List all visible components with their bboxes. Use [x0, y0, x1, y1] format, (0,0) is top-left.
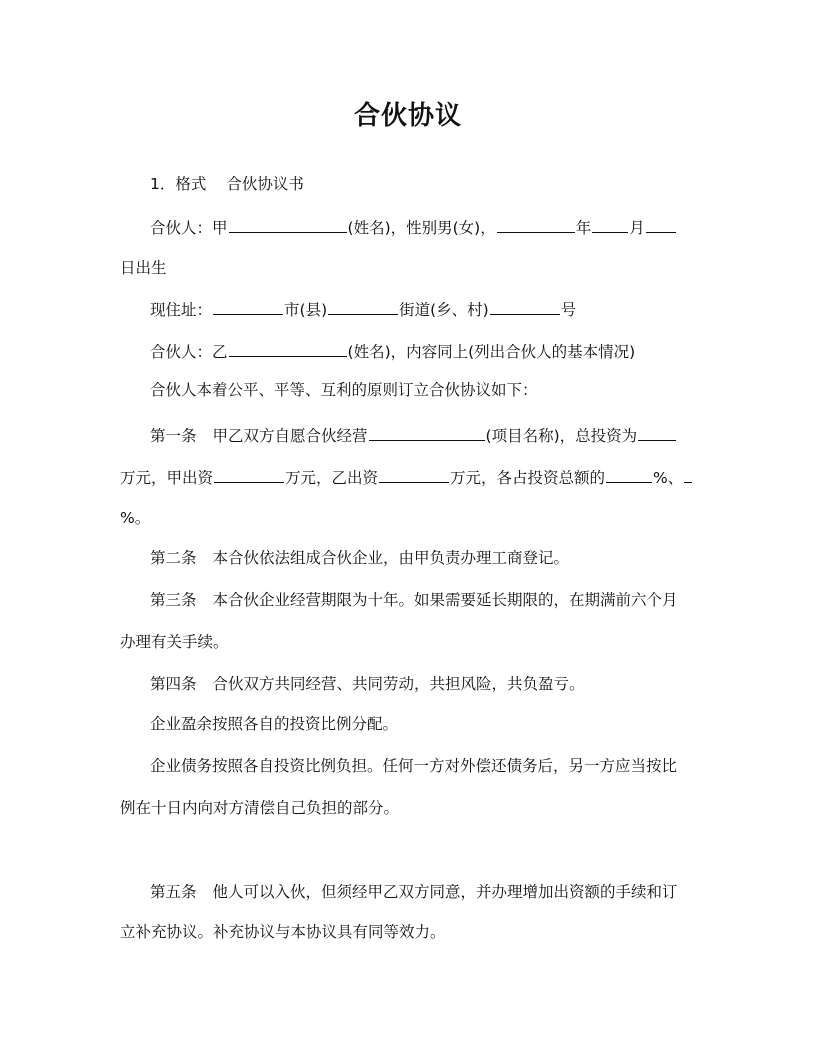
- address-line: [150, 298, 576, 320]
- total-investment-blank: [638, 424, 676, 441]
- address-label: 现住址：: [150, 301, 213, 319]
- intro-text: 合伙协议书: [226, 175, 304, 193]
- article-1-part-1: 甲乙双方自愿合伙经营: [212, 427, 368, 445]
- birth-year-blank: [497, 216, 575, 233]
- article-5-cont: 立补充协议。补充协议与本协议具有同等效力。: [120, 923, 446, 941]
- article-4-debt: 企业债务按照各自投资比例负担。任何一方对外偿还债务后，另一方应当按比: [150, 757, 678, 775]
- intro-number: 1．格式: [150, 175, 207, 193]
- article-5-line: [150, 882, 678, 902]
- article-2-line: [150, 548, 569, 568]
- article-3-text: 本合伙企业经营期限为十年。如果需要延长期限的，在期满前六个月: [212, 591, 678, 609]
- article-4-text: 合伙双方共同经营、共同劳动，共担风险，共负盈亏。: [212, 675, 585, 693]
- partner-b-capital-blank: [379, 466, 449, 483]
- article-4-surplus: 企业盈余按照各自的投资比例分配。: [150, 715, 399, 733]
- article-2-heading: 第二条: [150, 549, 197, 567]
- share-b-blank: [684, 466, 692, 483]
- article-1-percent-a: %、: [653, 469, 684, 487]
- article-4-debt-cont: 例在十日内向对方清偿自己负担的部分。: [120, 799, 400, 817]
- article-3-heading: 第三条: [150, 591, 197, 609]
- article-1-line-2: [120, 466, 693, 488]
- partner-b-rest: (姓名)，内容同上(列出合伙人的基本情况): [347, 343, 636, 361]
- intro-line: [150, 174, 304, 194]
- project-name-blank: [369, 424, 485, 441]
- article-1-heading: 第一条: [150, 427, 197, 445]
- month-label: 月: [629, 219, 645, 237]
- page-title: 合伙协议: [353, 101, 462, 131]
- article-1-line-3: %。: [120, 509, 151, 527]
- share-a-blank: [606, 466, 652, 483]
- address-number-blank: [490, 298, 560, 315]
- article-4-heading: 第四条: [150, 675, 197, 693]
- preamble: 合伙人本着公平、平等、互利的原则订立合伙协议如下：: [150, 381, 538, 399]
- article-3-cont: 办理有关手续。: [120, 633, 229, 651]
- partner-b-label: 合伙人：乙: [150, 343, 228, 361]
- article-2-text: 本合伙依法组成合伙企业，由甲负责办理工商登记。: [212, 549, 570, 567]
- birth-day-blank: [646, 216, 676, 233]
- article-1-wan-c: 万元，各占投资总额的: [450, 469, 606, 487]
- article-5-heading: 第五条: [150, 883, 197, 901]
- address-street-label: 街道(乡、村): [399, 301, 489, 319]
- article-1-part-2: (项目名称)，总投资为: [485, 427, 638, 445]
- article-1-wan-b: 万元，乙出资: [285, 469, 379, 487]
- partner-a-birth: 日出生: [120, 259, 167, 277]
- address-street-blank: [328, 298, 398, 315]
- partner-a-name-hint: (姓名)，性别男(女)，: [347, 219, 496, 237]
- partner-a-capital-blank: [214, 466, 284, 483]
- article-1-wan-a: 万元，甲出资: [120, 469, 214, 487]
- address-number-label: 号: [560, 301, 577, 319]
- birth-month-blank: [592, 216, 628, 233]
- address-city-blank: [213, 298, 283, 315]
- partner-a-name-blank: [229, 216, 347, 233]
- partner-b-line: [150, 340, 635, 362]
- article-3-line: [150, 590, 678, 610]
- article-1-line-1: [150, 424, 677, 446]
- partner-a-line: [150, 216, 696, 238]
- partner-a-label: 合伙人：甲: [150, 219, 228, 237]
- article-4-line: [150, 674, 585, 694]
- address-city-label: 市(县): [284, 301, 328, 319]
- year-label: 年: [575, 219, 592, 237]
- partner-b-name-blank: [229, 340, 347, 357]
- article-5-text: 他人可以入伙，但须经甲乙双方同意，并办理增加出资额的手续和订: [212, 883, 678, 901]
